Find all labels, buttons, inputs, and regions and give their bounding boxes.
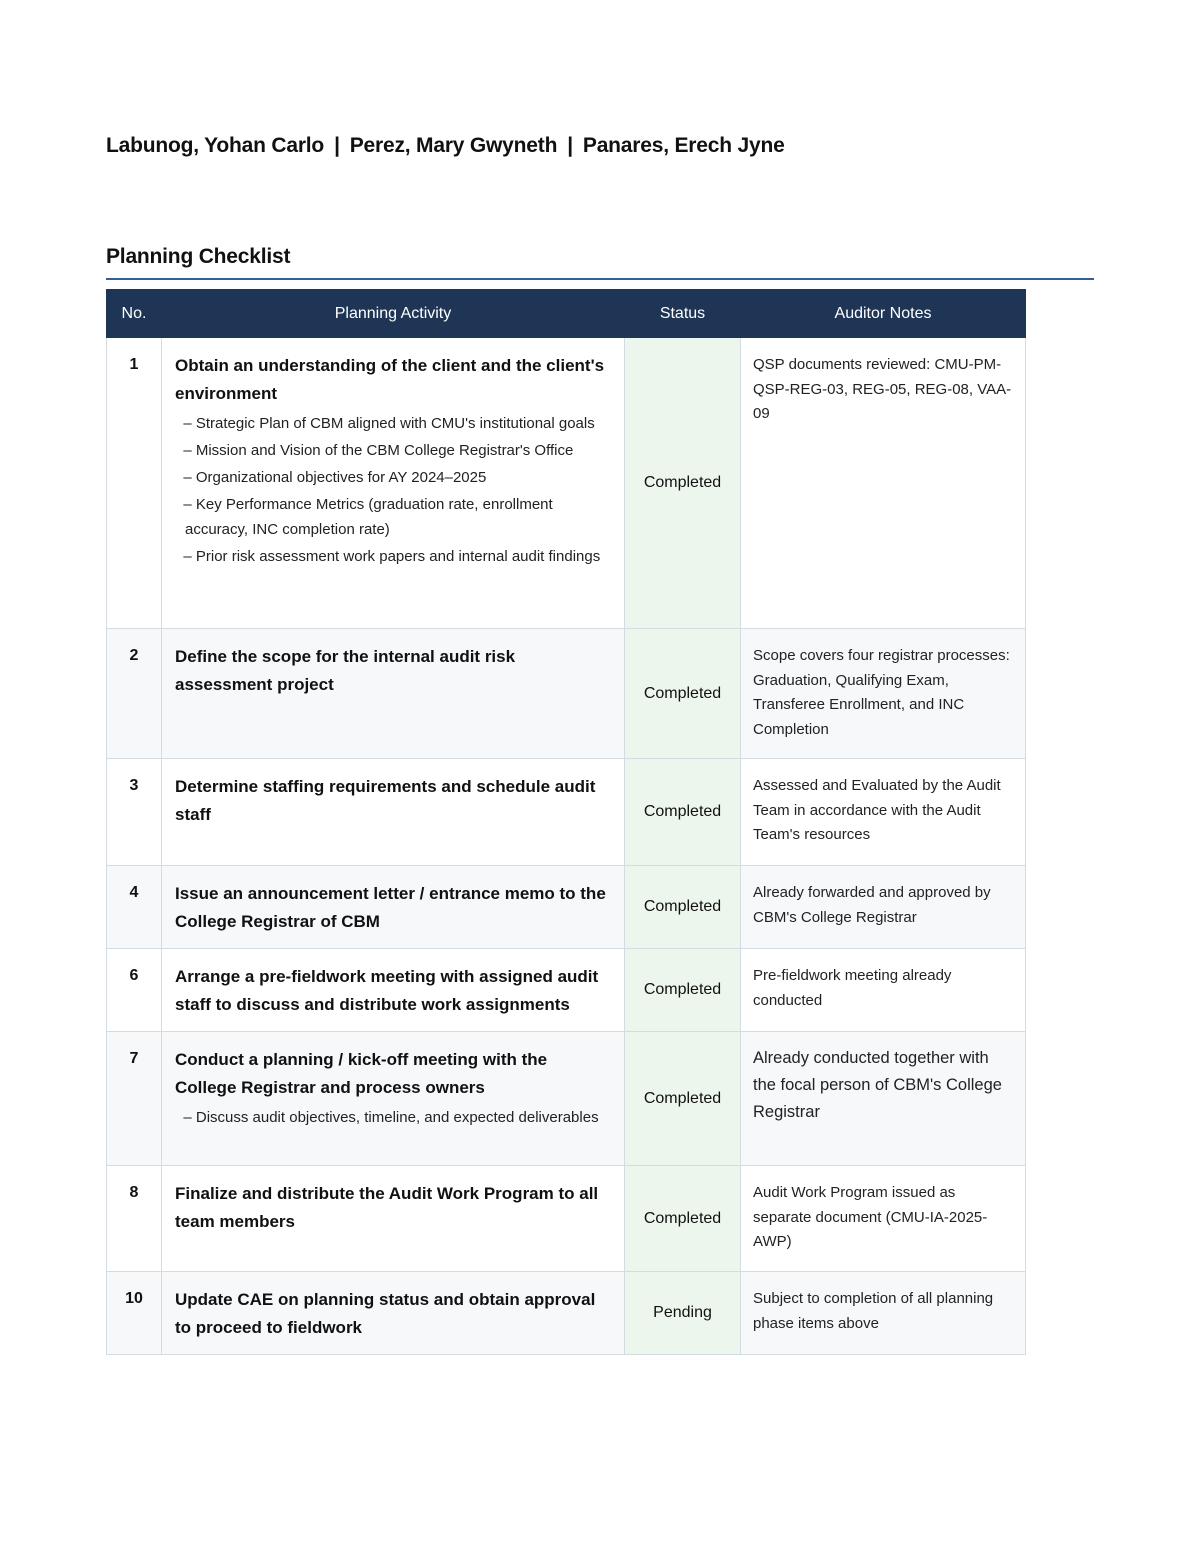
activity-subitem: – Key Performance Metrics (graduation rate, enrollment accuracy, INC completion rate): [175, 496, 553, 538]
status-badge: Completed: [625, 949, 741, 1032]
activity-title: Define the scope for the internal audit risk assessment project: [175, 647, 516, 694]
row-number: 8: [107, 1166, 162, 1272]
activity-cell: [162, 338, 625, 629]
author-name: Labunog, Yohan Carlo: [106, 134, 325, 157]
activity-title: Obtain an understanding of the client and the client's environment: [175, 356, 605, 403]
auditor-notes: Audit Work Program issued as separate document (CMU-IA-2025-AWP): [741, 1166, 1026, 1272]
activity-title: Finalize and distribute the Audit Work Program to all team members: [175, 1184, 599, 1231]
author-names: [106, 134, 785, 158]
table-row: [107, 866, 1026, 949]
auditor-notes: Assessed and Evaluated by the Audit Team in accordance with the Audit Team's resources: [741, 759, 1026, 866]
auditor-notes: Scope covers four registrar processes: Graduation, Qualifying Exam, Transferee Enrollment, and INC Completion: [741, 629, 1026, 759]
author-name: Panares, Erech Jyne: [582, 134, 785, 157]
table-row: [107, 629, 1026, 759]
row-number: 6: [107, 949, 162, 1032]
activity-title: Arrange a pre-fieldwork meeting with assigned audit staff to discuss and distribute work assignments: [175, 967, 599, 1014]
row-number: 4: [107, 866, 162, 949]
table-row: [107, 338, 1026, 629]
row-number: 7: [107, 1032, 162, 1166]
activity-title: Determine staffing requirements and schedule audit staff: [175, 777, 596, 824]
author-separator: |: [567, 134, 573, 157]
status-badge: Completed: [625, 759, 741, 866]
activity-cell: [162, 1032, 625, 1166]
activity-subitem: – Discuss audit objectives, timeline, and expected deliverables: [175, 1109, 599, 1126]
header-status: Status: [625, 290, 741, 338]
activity-title: Conduct a planning / kick-off meeting with the College Registrar and process owners: [175, 1050, 548, 1097]
table-row: [107, 949, 1026, 1032]
table-header-row: [107, 290, 1026, 338]
author-name: Perez, Mary Gwyneth: [349, 134, 558, 157]
activity-cell: [162, 1272, 625, 1355]
row-number: 3: [107, 759, 162, 866]
row-number: 1: [107, 338, 162, 629]
table-row: [107, 1032, 1026, 1166]
auditor-notes: Pre-fieldwork meeting already conducted: [741, 949, 1026, 1032]
row-number: 10: [107, 1272, 162, 1355]
status-badge: Completed: [625, 1032, 741, 1166]
author-separator: |: [334, 134, 340, 157]
status-badge: Pending: [625, 1272, 741, 1355]
auditor-notes: QSP documents reviewed: CMU-PM-QSP-REG-03, REG-05, REG-08, VAA-09: [741, 338, 1026, 629]
header-no: No.: [107, 290, 162, 338]
activity-subitem: – Strategic Plan of CBM aligned with CMU's institutional goals: [175, 415, 595, 432]
auditor-notes: Already conducted together with the focal person of CBM's College Registrar: [741, 1032, 1026, 1166]
status-badge: Completed: [625, 866, 741, 949]
auditor-notes: Already forwarded and approved by CBM's College Registrar: [741, 866, 1026, 949]
table-row: [107, 1166, 1026, 1272]
header-notes: Auditor Notes: [741, 290, 1026, 338]
table-row: [107, 759, 1026, 866]
activity-cell: [162, 866, 625, 949]
activity-subitem: – Organizational objectives for AY 2024–2025: [175, 469, 487, 486]
activity-cell: [162, 759, 625, 866]
status-badge: Completed: [625, 338, 741, 629]
activity-subitem: – Prior risk assessment work papers and internal audit findings: [175, 548, 601, 565]
planning-checklist-table: [106, 289, 1026, 1355]
activity-cell: [162, 629, 625, 759]
activity-cell: [162, 1166, 625, 1272]
auditor-notes: Subject to completion of all planning phase items above: [741, 1272, 1026, 1355]
status-badge: Completed: [625, 629, 741, 759]
row-number: 2: [107, 629, 162, 759]
section-title: Planning Checklist: [106, 245, 291, 268]
status-badge: Completed: [625, 1166, 741, 1272]
activity-cell: [162, 949, 625, 1032]
header-activity: Planning Activity: [162, 290, 625, 338]
activity-subitem: – Mission and Vision of the CBM College Registrar's Office: [175, 442, 574, 459]
activity-title: Update CAE on planning status and obtain approval to proceed to fieldwork: [175, 1290, 596, 1337]
table-row: [107, 1272, 1026, 1355]
title-underline: [106, 278, 1094, 280]
activity-title: Issue an announcement letter / entrance memo to the College Registrar of CBM: [175, 884, 606, 931]
